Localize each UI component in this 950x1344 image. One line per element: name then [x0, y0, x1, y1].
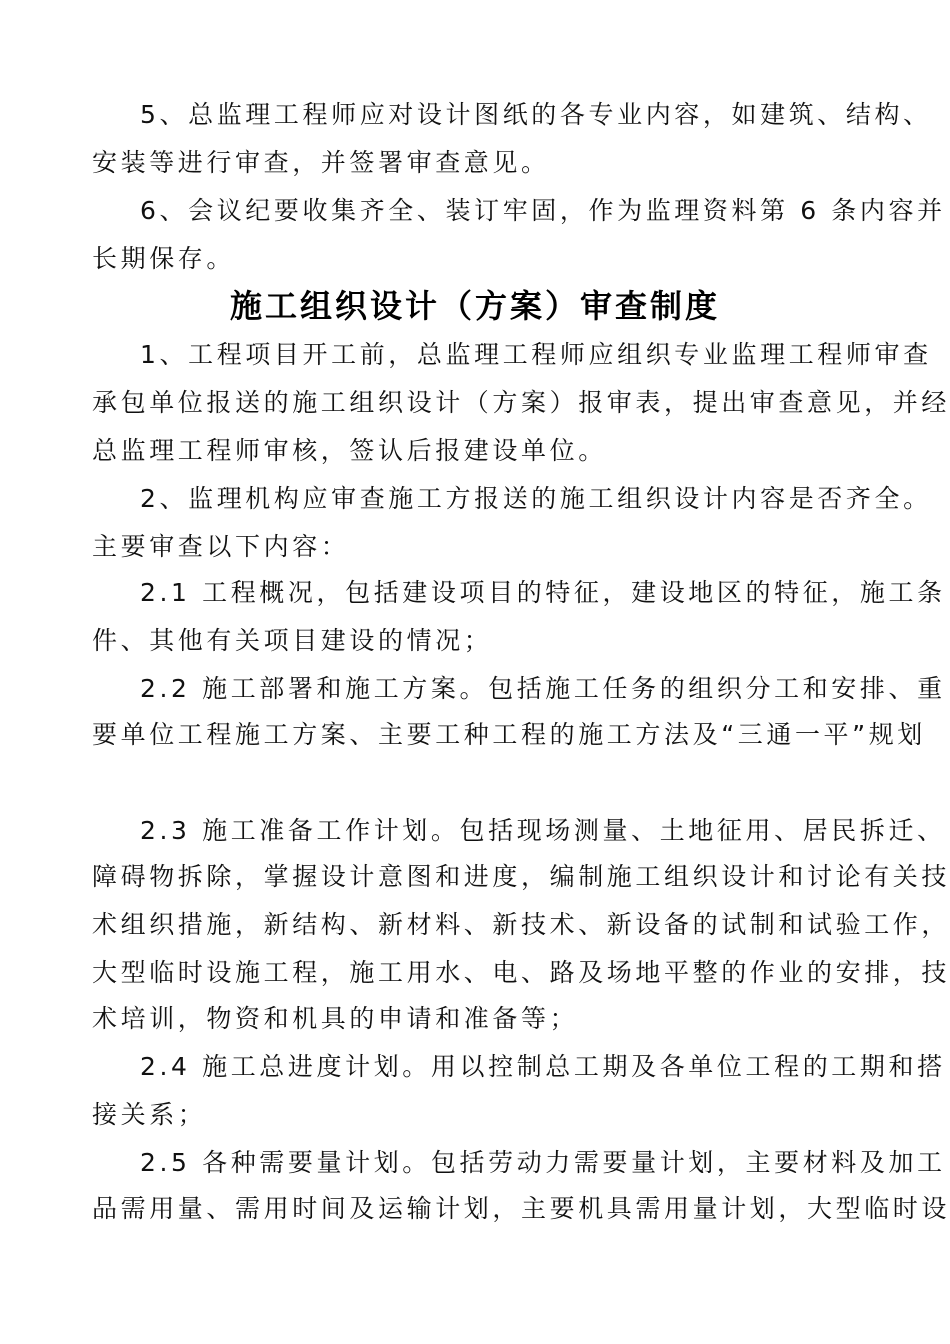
section-2-3-line-4: 大型临时设施工程，施工用水、电、路及场地平整的作业的安排，技	[92, 958, 950, 987]
section-1-line-2: 承包单位报送的施工组织设计（方案）报审表，提出审查意见，并经	[92, 388, 950, 417]
section-heading: 施工组织设计（方案）审查制度	[229, 287, 720, 325]
section-2-line-2: 主要审查以下内容：	[92, 532, 350, 561]
section-2-2-line-2: 要单位工程施工方案、主要工种工程的施工方法及“三通一平”规划	[92, 720, 926, 749]
section-2-3-line-5: 术培训，物资和机具的申请和准备等；	[92, 1004, 579, 1033]
section-2-3-line-3: 术组织措施，新结构、新材料、新技术、新设备的试制和试验工作，	[92, 910, 950, 939]
section-2-5-line-2: 品需用量、需用时间及运输计划，主要机具需用量计划，大型临时设	[92, 1194, 950, 1223]
section-2-4-line-2: 接关系；	[92, 1100, 207, 1129]
paragraph-6-line-1: 6、会议纪要收集齐全、装订牢固，作为监理资料第 6 条内容并	[140, 196, 946, 225]
paragraph-6-line-2: 长期保存。	[92, 244, 236, 273]
paragraph-5-line-1: 5、总监理工程师应对设计图纸的各专业内容，如建筑、结构、	[140, 100, 932, 129]
paragraph-5-line-2: 安装等进行审查，并签署审查意见。	[92, 148, 550, 177]
section-1-line-3: 总监理工程师审核，签认后报建设单位。	[92, 436, 607, 465]
section-2-3-line-2: 障碍物拆除，掌握设计意图和进度，编制施工组织设计和讨论有关技	[92, 862, 950, 891]
section-2-2-line-1: 2.2 施工部署和施工方案。包括施工任务的组织分工和安排、重	[140, 674, 946, 703]
section-2-1-line-2: 件、其他有关项目建设的情况；	[92, 626, 493, 655]
section-2-5-line-1: 2.5 各种需要量计划。包括劳动力需要量计划，主要材料及加工	[140, 1148, 946, 1177]
section-2-line-1: 2、监理机构应审查施工方报送的施工组织设计内容是否齐全。	[140, 484, 932, 513]
section-2-1-line-1: 2.1 工程概况，包括建设项目的特征，建设地区的特征，施工条	[140, 578, 946, 607]
section-1-line-1: 1、工程项目开工前，总监理工程师应组织专业监理工程师审查	[140, 340, 932, 369]
section-2-4-line-1: 2.4 施工总进度计划。用以控制总工期及各单位工程的工期和搭	[140, 1052, 946, 1081]
section-2-3-line-1: 2.3 施工准备工作计划。包括现场测量、土地征用、居民拆迁、	[140, 816, 946, 845]
